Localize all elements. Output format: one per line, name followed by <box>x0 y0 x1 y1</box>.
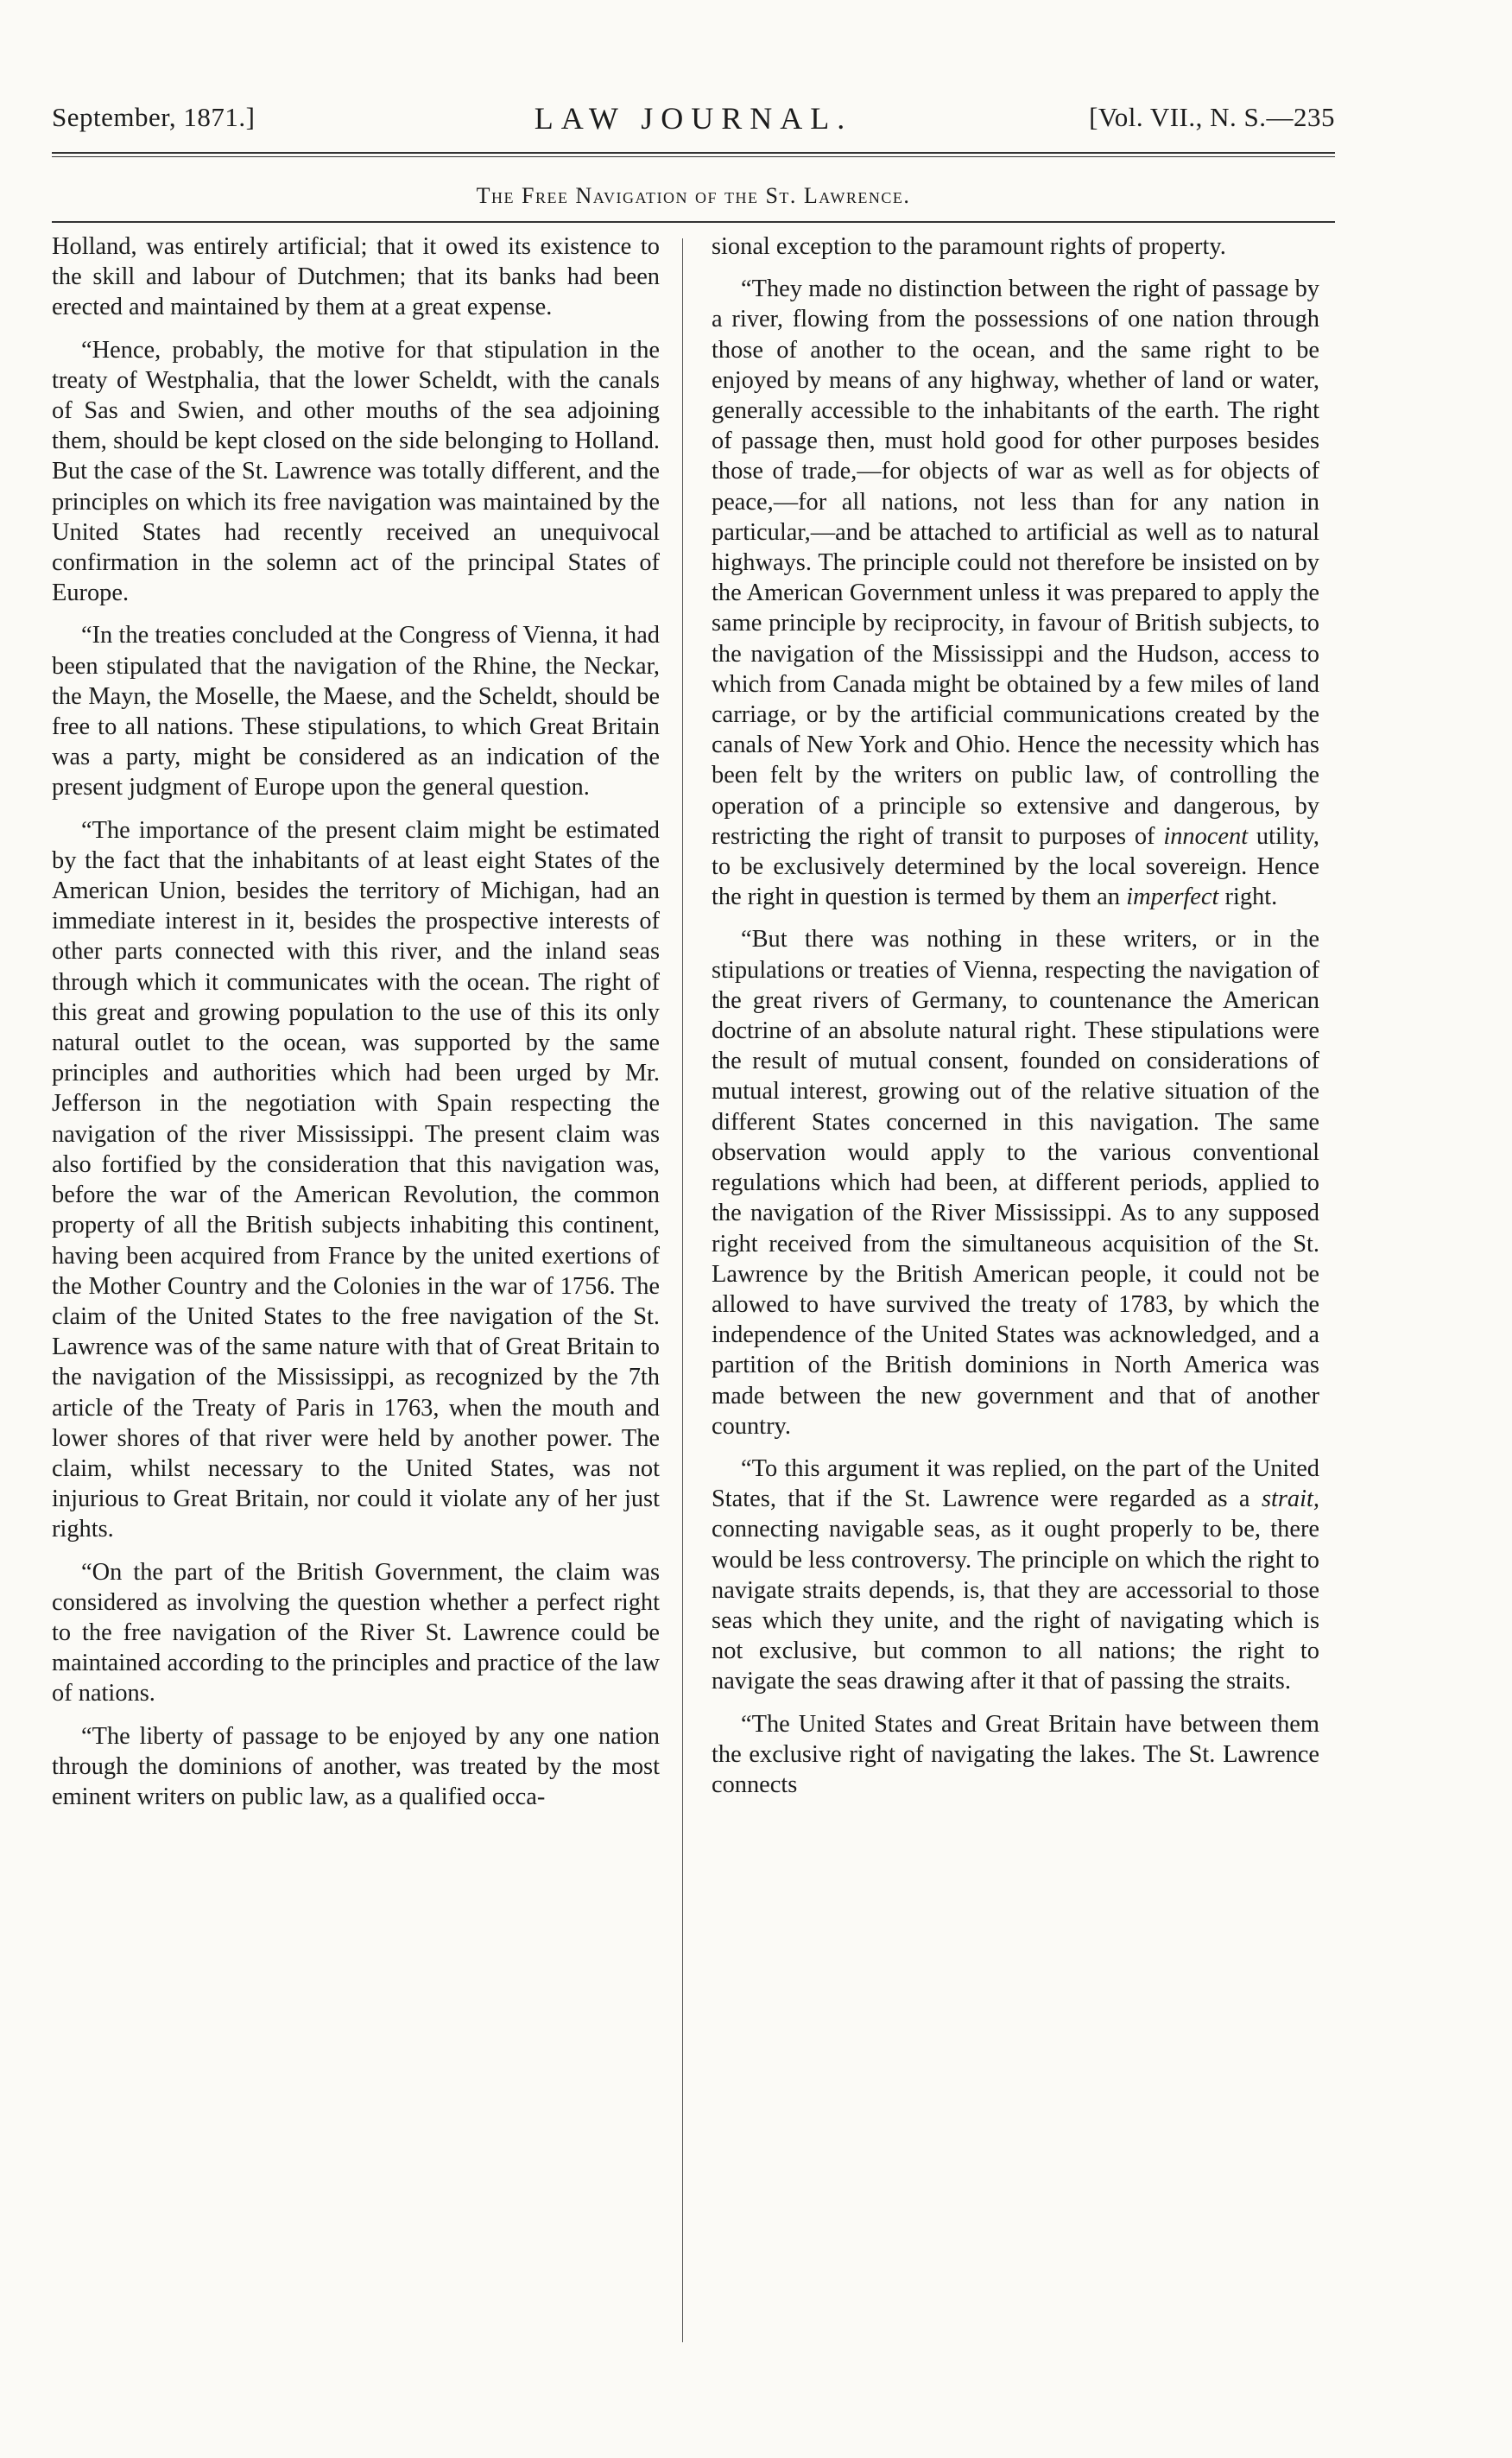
italic-term: imperfect <box>1126 884 1219 911</box>
left-column <box>52 231 660 2442</box>
column-divider <box>682 238 683 2342</box>
paragraph: “But there was nothing in these writers, or in the stipulations or treaties of Vienna, respecting the navigation of the great rivers of Germany, to countenance the American doctrine of an absolute natural right. These stipulations were the result of mutual consent, founded on considerations of mutual interest, growing out of the relative situation of the different States concerned in this navigation. The same observation would apply to the various conventional regulations which had been, at different periods, applied to the navigation of the River Mississippi. As to any supposed right received from the simultaneous acquisition of the St. Lawrence by the British American people, it could not be allowed to have survived the treaty of 1783, by which the independence of the United States was acknowledged, and a partition of the British dominions in North America was made between the new government and that of another country. <box>712 926 1319 1440</box>
paragraph: Holland, was entirely artificial; that it owed its existence to the skill and labour of Dutchmen; that its banks had been erected and maintained by them at a great expense. <box>52 233 660 321</box>
paragraph: “The liberty of passage to be enjoyed by any one nation through the dominions of another, was treated by the most eminent writers on public law, as a qualified occa- <box>52 1722 660 1810</box>
journal-name: LAW JOURNAL. <box>534 101 853 136</box>
paragraph: “The United States and Great Britain have between them the exclusive right of navigating the lakes. The St. Lawrence connects <box>712 1710 1319 1798</box>
running-head <box>52 102 1335 143</box>
paragraph: “To this argument it was replied, on the part of the United States, that if the St. Lawrence were regarded as a strait, connecting navigable seas, as it ought properly to be, there would be less controversy. The principle on which the right to navigate straits depends, is, that they are accessorial to those seas which they unite, and the right of navigating which is not exclusive, but common to all nations; the right to navigate the seas drawing after it that of passing the straits. <box>712 1454 1319 1695</box>
paragraph: “On the part of the British Government, the claim was considered as involving the question whether a perfect right to the free navigation of the River St. Lawrence could be maintained according to the principles and practice of the law of nations. <box>52 1558 660 1707</box>
header-rule <box>52 152 1335 157</box>
paragraph: “They made no distinction between the right of passage by a river, flowing from the possessions of one nation through those of another to the ocean, and the same right to be enjoyed by means of any highway, whether of land or water, generally accessible to the inhabitants of the earth. The right of passage then, must hold good for other purposes besides those of trade,—for objects of war as well as for objects of peace,—for all nations, not less than for any nation in particular,—and be attached to artificial as well as to natural highways. The principle could not therefore be insisted on by the American Government unless it was prepared to apply the same principle by reciprocity, in favour of British subjects, to the navigation of the Mississippi and the Hudson, access to which from Canada might be obtained by a few miles of land carriage, or by the artificial communications created by the canals of New York and Ohio. Hence the necessity which has been felt by the writers on public law, of controlling the operation of a principle so extensive and dangerous, by restricting the right of transit to purposes of innocent utility, to be exclusively determined by the local sovereign. Hence the right in question is termed by them an imperfect right. <box>712 276 1319 911</box>
header-date: September, 1871.] <box>52 102 256 132</box>
italic-term: innocent <box>1163 822 1249 850</box>
italic-term: strait, <box>1261 1486 1319 1513</box>
paragraph: “The importance of the present claim might be estimated by the fact that the inhabitants of at least eight States of the American Union, besides the territory of Michigan, had an immediate interest in it, besides the prospective interests of other parts connected with this river, and the inland seas through which it communicates with the ocean. The right of this great and growing population to the use of this its only natural outlet to the ocean, was supported by the same principles and authorities which had been urged by Mr. Jefferson in the negotiation with Spain respecting the navigation of the river Mississippi. The present claim was also fortified by the consideration that this navigation was, before the war of the American Revolution, the common property of all the British subjects inhabiting this continent, having been acquired from France by the united exertions of the Mother Country and the Colonies in the war of 1756. The claim of the United States to the free navigation of the St. Lawrence was of the same nature with that of Great Britain to the navigation of the Mississippi, as recognized by the 7th article of the Treaty of Paris in 1763, when the mouth and lower shores of that river were held by another power. The claim, whilst necessary to the United States, was not injurious to Great Britain, nor could it violate any of her just rights. <box>52 816 660 1543</box>
paragraph: “Hence, probably, the motive for that stipulation in the treaty of Westphalia, that the lower Scheldt, with the canals of Sas and Swien, and other mouths of the sea adjoining them, should be kept closed on the side belonging to Holland. But the case of the St. Lawrence was totally different, and the principles on which its free navigation was maintained by the United States had recently received an unequivocal confirmation in the solemn act of the principal States of Europe. <box>52 336 660 607</box>
volume-page: [Vol. VII., N. S.—235 <box>1089 102 1335 132</box>
right-column <box>712 231 1319 2442</box>
title-rule <box>52 221 1335 223</box>
paragraph: “In the treaties concluded at the Congress of Vienna, it had been stipulated that the navigation of the Rhine, the Neckar, the Mayn, the Moselle, the Maese, and the Scheldt, should be free to all nations. These stipulations, to which Great Britain was a party, might be considered as an indication of the present judgment of Europe upon the general question. <box>52 622 660 801</box>
article-title: The Free Navigation of the St. Lawrence. <box>476 183 911 208</box>
paragraph: sional exception to the paramount rights of property. <box>712 233 1226 260</box>
